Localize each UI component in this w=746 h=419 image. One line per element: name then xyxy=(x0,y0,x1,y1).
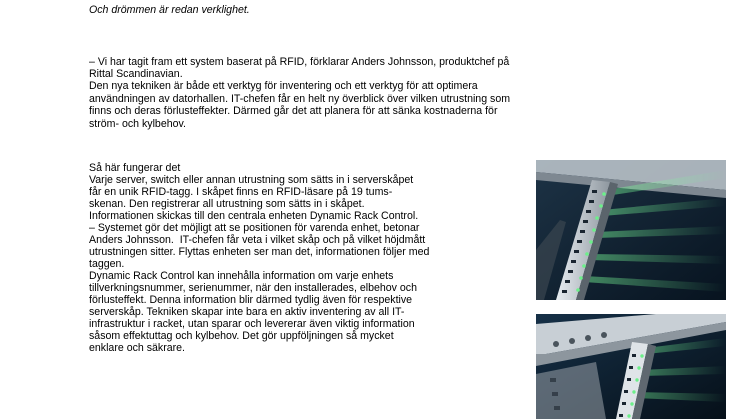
rfid-rail-detail-photo xyxy=(536,314,726,419)
section-line: infrastruktur i racket, utan sparar och levererar även viktig information xyxy=(89,318,415,330)
section-line: Dynamic Rack Control kan innehålla information om varje enhets xyxy=(89,270,394,282)
section-line: – Systemet gör det möjligt att se positionen för varenda enhet, betonar xyxy=(89,222,420,234)
section-line: får en unik RFID-tagg. I skåpet finns en RFID-läsare på 19 tums- xyxy=(89,186,393,198)
section-line: Anders Johnsson. IT-chefen får veta i vilket skåp och på vilket höjdmått xyxy=(89,234,426,246)
section-line: förlusteffekt. Denna information blir därmed tydlig även för respektive xyxy=(89,294,413,306)
section-line: enklare och säkrare. xyxy=(89,342,185,354)
intro-cut-off-line: Och drömmen är redan verklighet. xyxy=(89,4,250,16)
rfid-rail-photo xyxy=(536,160,726,300)
rfid-rail-photo-graphic xyxy=(536,160,726,300)
section-line: såsom effektuttag och kylbehov. Det gör uppföljningen så mycket xyxy=(89,330,394,342)
section-line: taggen. xyxy=(89,258,125,270)
section-line: Varje server, switch eller annan utrustning som sätts in i serverskåpet xyxy=(89,174,414,186)
paragraph-line: finns och deras förlusteffekter. Därmed går det att planera för att sänka kostnaderna för xyxy=(89,105,498,117)
paragraph-line: Rittal Scandinavian. xyxy=(89,68,183,80)
paragraph-line: ström- och kylbehov. xyxy=(89,118,186,130)
paragraph-line: – Vi har tagit fram ett system baserat på RFID, förklarar Anders Johnsson, produktchef på xyxy=(89,56,510,68)
section-line: tillverkningsnummer, serienummer, när den installerades, elbehov och xyxy=(89,282,417,294)
section-line: skenan. Den registrerar all utrustning som sätts in i skåpet. xyxy=(89,198,365,210)
section-line: serverskåp. Tekniken skapar inte bara en aktiv inventering av all IT- xyxy=(89,306,405,318)
section-line: Informationen skickas till den centrala enheten Dynamic Rack Control. xyxy=(89,210,419,222)
paragraph-line: Den nya tekniken är både ett verktyg för inventering och ett verktyg för att optimera xyxy=(89,80,478,92)
section-heading: Så här fungerar det xyxy=(89,162,181,174)
paragraph-line: användningen av datorhallen. IT-chefen får en helt ny överblick över vilken utrustning som xyxy=(89,93,511,105)
section-line: utrustningen sitter. Flyttas enheten ser man det, informationen följer med xyxy=(89,246,430,258)
rfid-rail-detail-photo-graphic xyxy=(536,314,726,419)
